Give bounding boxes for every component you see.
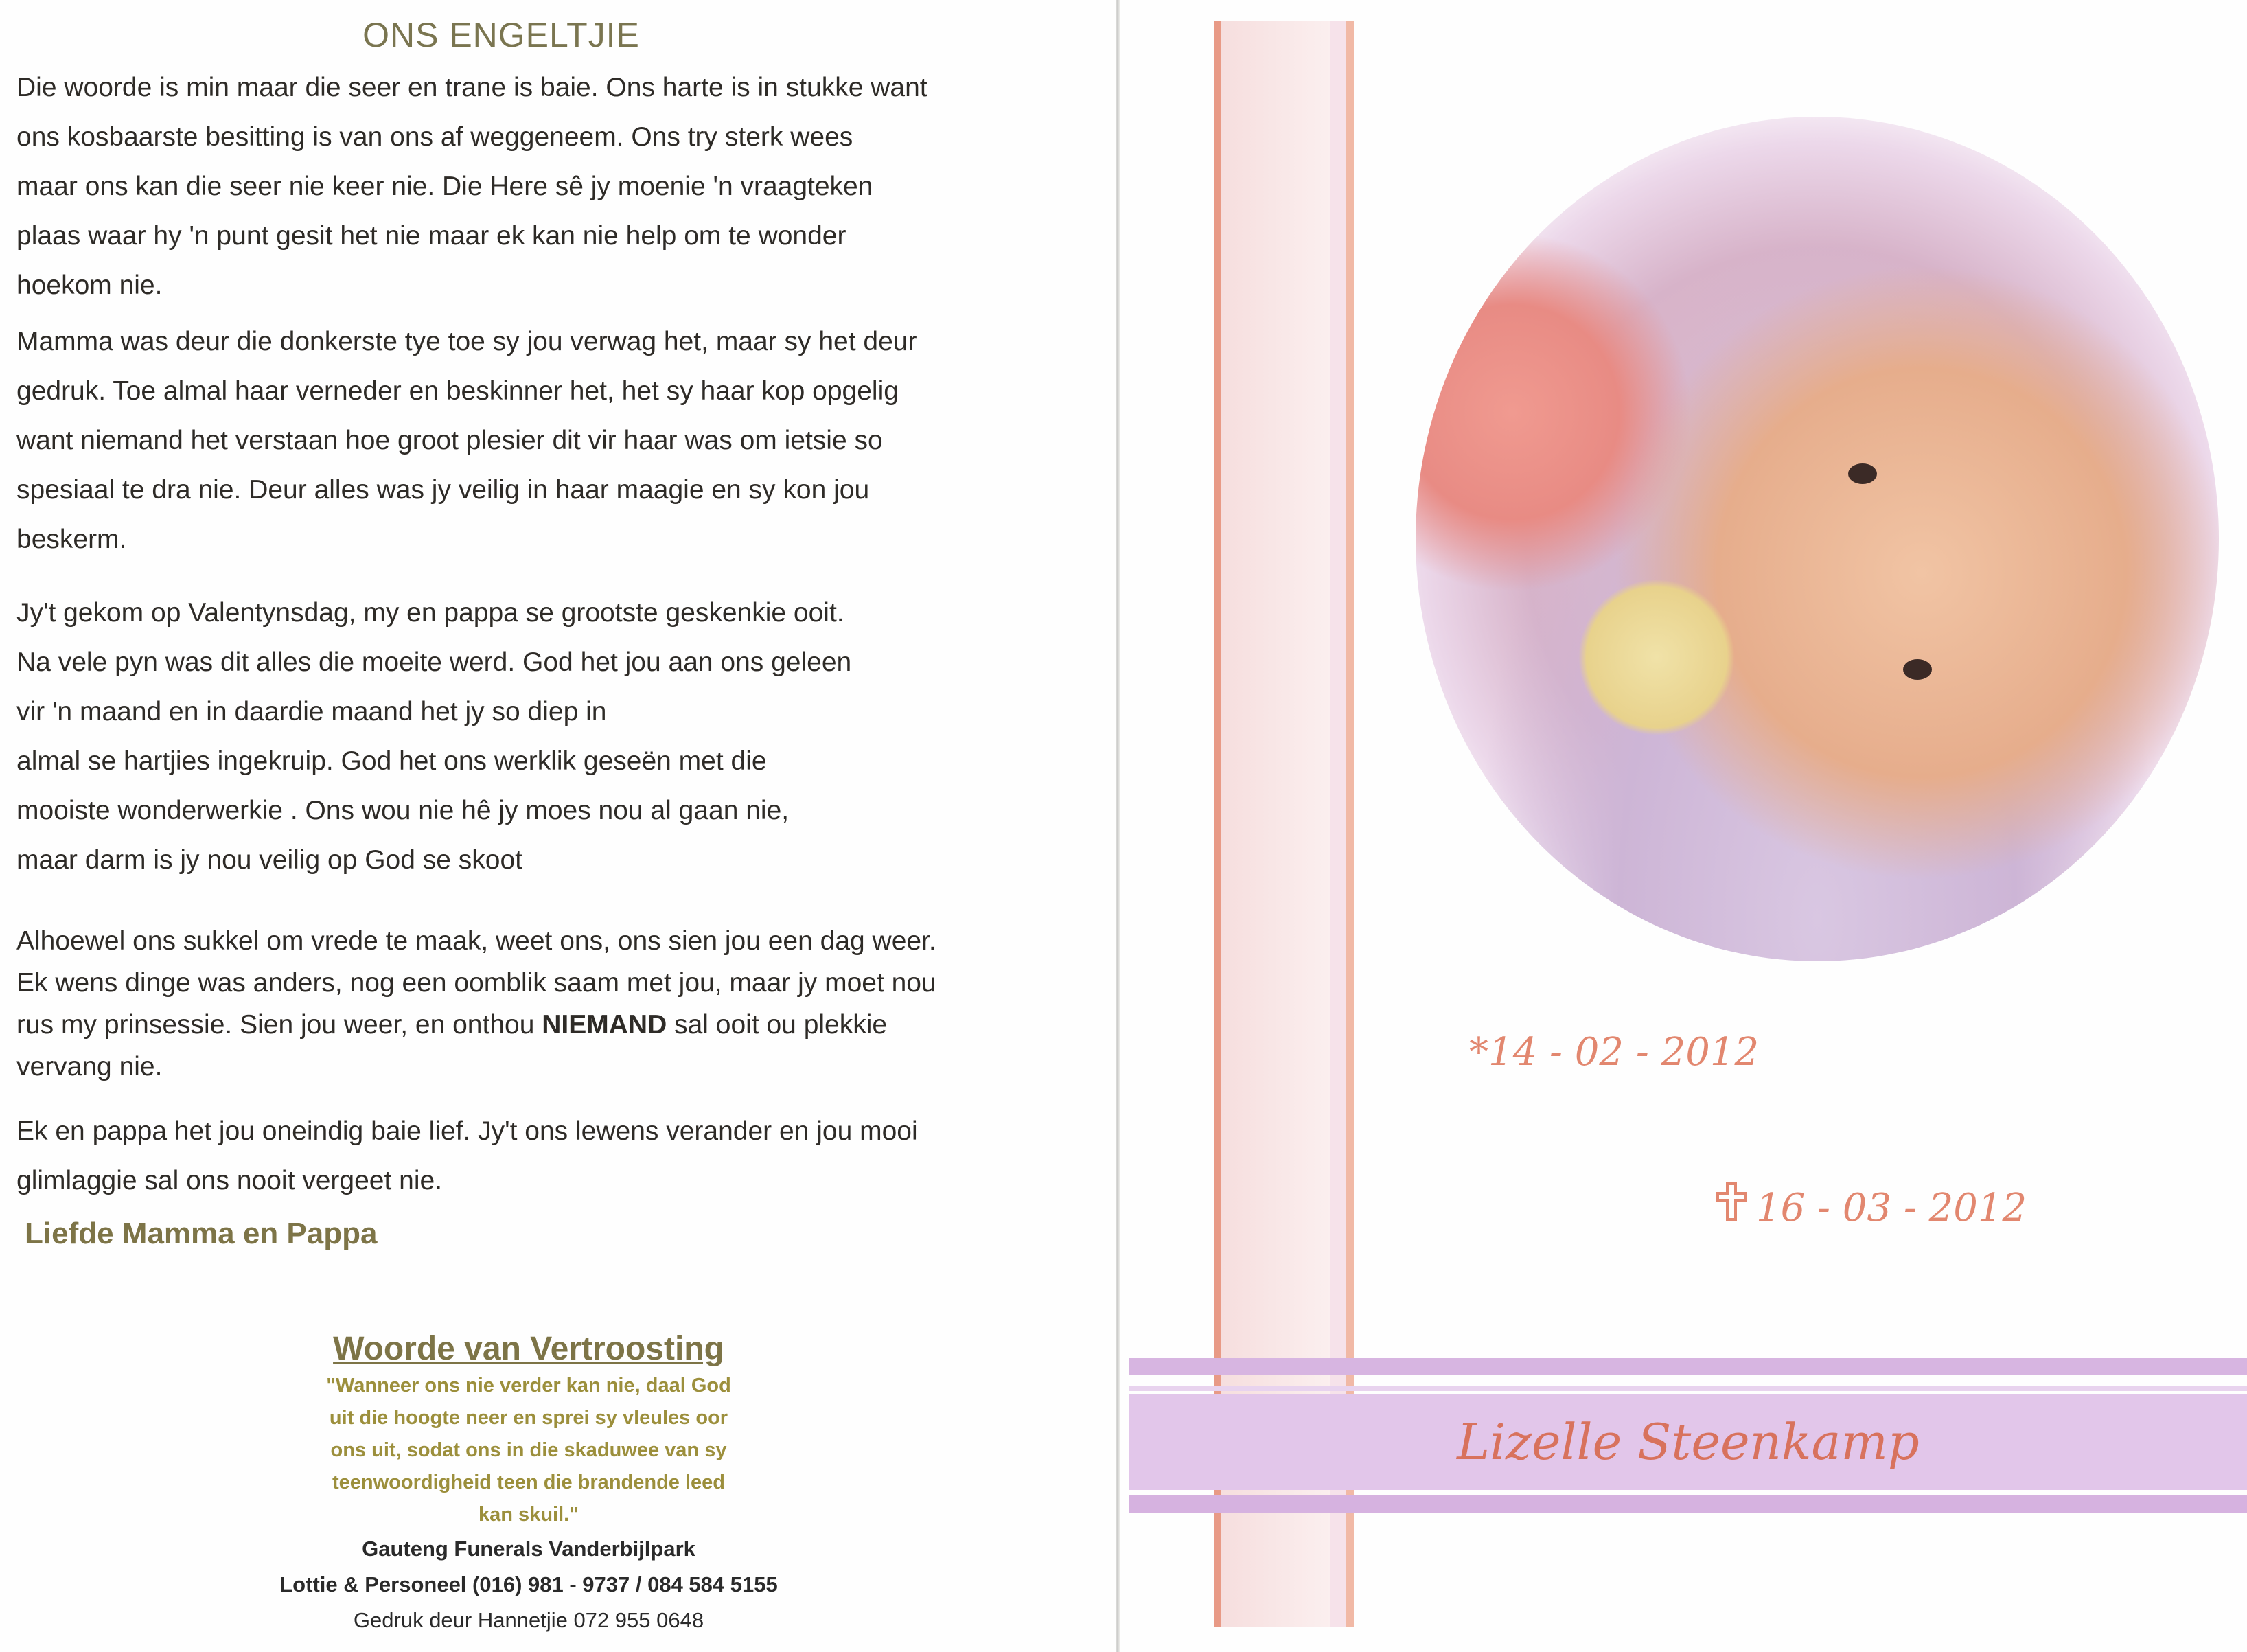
band-stripe bbox=[1129, 1358, 2247, 1375]
paragraph-line: mooiste wonderwerkie . Ons wou nie hê jy moes nou al gaan nie, bbox=[16, 796, 790, 825]
paragraph-line: want niemand het verstaan hoe groot plesier dit vir haar was om ietsie so bbox=[16, 426, 883, 455]
baby-photo bbox=[1416, 117, 2219, 961]
emphasis-text: NIEMAND bbox=[542, 1010, 667, 1040]
paragraph-3 bbox=[16, 588, 991, 885]
cross-icon bbox=[1716, 1182, 1747, 1230]
paragraph-line: vir 'n maand en in daardie maand het jy so diep in bbox=[16, 697, 607, 726]
name-band bbox=[1129, 1394, 2247, 1490]
paragraph-2 bbox=[16, 317, 991, 564]
comfort-block bbox=[227, 1329, 831, 1638]
paragraph-line: spesiaal te dra nie. Deur alles was jy veilig in haar maagie en sy kon jou bbox=[16, 475, 870, 505]
comfort-line: "Wanneer ons nie verder kan nie, daal God bbox=[326, 1375, 731, 1397]
paragraph-line: Alhoewel ons sukkel om vrede te maak, weet ons, ons sien jou een dag weer. bbox=[16, 926, 936, 956]
comfort-line: ons uit, sodat ons in die skaduwee van sy bbox=[330, 1439, 727, 1461]
comfort-line: teenwoordigheid teen die brandende leed bbox=[332, 1471, 726, 1493]
deceased-name: Lizelle Steenkamp bbox=[1457, 1413, 1920, 1471]
paragraph-5 bbox=[16, 1107, 991, 1206]
paragraph-line: vervang nie. bbox=[16, 1052, 163, 1081]
paragraph-line bbox=[16, 1004, 991, 1046]
photo-detail bbox=[1903, 659, 1932, 680]
funeral-home: Gauteng Funerals Vanderbijlpark bbox=[362, 1537, 695, 1561]
band-stripe bbox=[1129, 1386, 2247, 1391]
death-date bbox=[1716, 1182, 2027, 1230]
printer-credit: Gedruk deur Hannetjie 072 955 0648 bbox=[353, 1608, 704, 1632]
photo-detail bbox=[1848, 463, 1877, 484]
comfort-line: kan skuil." bbox=[479, 1504, 579, 1526]
paragraph-line: plaas waar hy 'n punt gesit het nie maar ek kan nie help om te wonder bbox=[16, 221, 846, 251]
paragraph-line: Ek wens dinge was anders, nog een oomblik saam met jou, maar jy moet nou bbox=[16, 968, 936, 998]
paragraph-line: glimlaggie sal ons nooit vergeet nie. bbox=[16, 1166, 443, 1195]
paragraph-line: Ek en pappa het jou oneindig baie lief. Jy't ons lewens verander en jou mooi bbox=[16, 1116, 918, 1146]
paragraph-line: hoekom nie. bbox=[16, 271, 163, 300]
contact-line: Lottie & Personeel (016) 981 - 9737 / 084 584 5155 bbox=[279, 1572, 778, 1596]
paragraph-line: almal se hartjies ingekruip. God het ons werklik geseën met die bbox=[16, 746, 767, 776]
paragraph-line: gedruk. Toe almal haar verneder en beskinner het, het sy haar kop opgelig bbox=[16, 376, 899, 406]
death-date-text: 16 - 03 - 2012 bbox=[1756, 1186, 2027, 1230]
paragraph-line: Na vele pyn was dit alles die moeite werd. God het jou aan ons geleen bbox=[16, 647, 852, 677]
paragraph-fragment: sal ooit ou plekkie bbox=[667, 1010, 888, 1040]
paragraph-line: maar ons kan die seer nie keer nie. Die Here sê jy moenie 'n vraagteken bbox=[16, 172, 873, 201]
paragraph-fragment: rus my prinsessie. Sien jou weer, en onthou bbox=[16, 1010, 542, 1040]
paragraph-line: Die woorde is min maar die seer en trane is baie. Ons harte is in stukke want bbox=[16, 73, 927, 102]
paragraph-4 bbox=[16, 920, 991, 1088]
birth-date: *14 - 02 - 2012 bbox=[1469, 1030, 1760, 1075]
paragraph-line: Mamma was deur die donkerste tye toe sy jou verwag het, maar sy het deur bbox=[16, 327, 917, 356]
paragraph-1 bbox=[16, 63, 991, 310]
comfort-title: Woorde van Vertroosting bbox=[333, 1331, 724, 1367]
left-page bbox=[0, 0, 1116, 1652]
band-stripe bbox=[1129, 1495, 2247, 1513]
comfort-line: uit die hoogte neer en sprei sy vleules oor bbox=[329, 1407, 728, 1429]
paragraph-line: beskerm. bbox=[16, 525, 127, 554]
signoff: Liefde Mamma en Pappa bbox=[25, 1217, 378, 1250]
paragraph-line: Jy't gekom op Valentynsdag, my en pappa se grootste geskenkie ooit. bbox=[16, 598, 844, 628]
paragraph-line: ons kosbaarste besitting is van ons af weggeneem. Ons try sterk wees bbox=[16, 122, 853, 152]
paragraph-line: maar darm is jy nou veilig op God se skoot bbox=[16, 845, 523, 875]
page-title: ONS ENGELTJIE bbox=[362, 16, 640, 54]
